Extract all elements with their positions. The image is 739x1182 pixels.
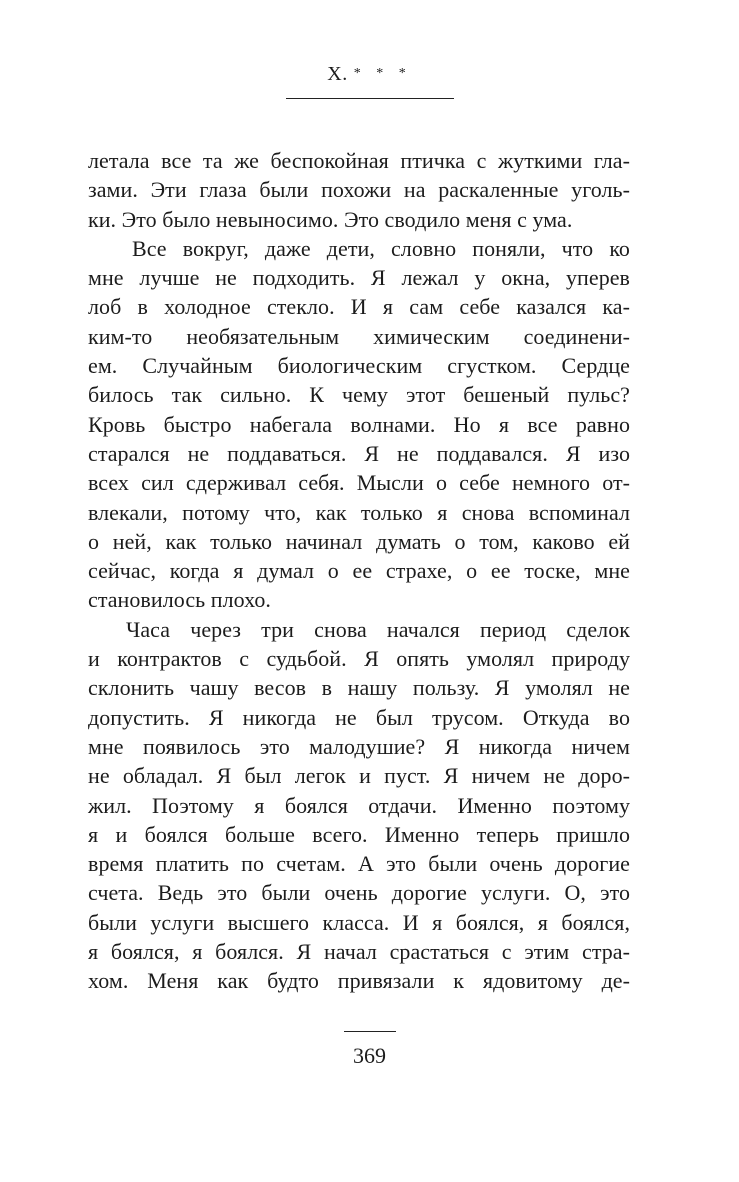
text-line: мне лучше не подходить. Я лежал у окна, уперев <box>88 265 630 291</box>
text-line: всех сил сдерживал себя. Мысли о себе немного от- <box>88 470 630 496</box>
chapter-number: X. <box>327 63 348 85</box>
text-line: не обладал. Я был легок и пуст. Я ничем не доро- <box>88 763 630 789</box>
text-line: Кровь быстро набегала волнами. Но я все равно <box>88 411 630 437</box>
text-line: были услуги высшего класса. И я боялся, я боялся, <box>88 909 630 935</box>
text-line: становилось плохо. <box>88 587 271 613</box>
paragraph-start-line: Часа через три снова начался период сделок <box>126 616 630 642</box>
text-line: влекали, потому что, как только я снова вспоминал <box>88 499 630 525</box>
text-line: и контрактов с судьбой. Я опять умолял природу <box>88 646 630 672</box>
text-line: ем. Случайным биологическим сгустком. Сердце <box>88 353 630 379</box>
footer-rule <box>344 1031 396 1032</box>
running-header <box>0 60 739 99</box>
running-head <box>0 60 739 88</box>
text-line: допустить. Я никогда не был трусом. Откуда во <box>88 704 630 730</box>
text-line: лоб в холодное стекло. И я сам себе казался ка- <box>88 294 630 320</box>
text-line: ким-то необязательным химическим соединени- <box>88 323 630 349</box>
page-number: 369 <box>353 1043 386 1068</box>
page-footer <box>0 1031 739 1070</box>
section-ornament: * * * <box>353 66 412 81</box>
text-line: я и боялся больше всего. Именно теперь пришло <box>88 821 630 847</box>
header-rule <box>286 98 454 99</box>
text-line: зами. Эти глаза были похожи на раскаленные уголь- <box>88 177 630 203</box>
text-line: старался не поддаваться. Я не поддавался. Я изо <box>88 440 630 466</box>
text-line: летала все та же беспокойная птичка с жуткими гла- <box>88 148 630 173</box>
text-line: сейчас, когда я думал о ее страхе, о ее тоске, мне <box>88 558 630 584</box>
text-line: ки. Это было невыносимо. Это сводило меня с ума. <box>88 206 573 232</box>
paragraph-start-line: Все вокруг, даже дети, словно поняли, что ко <box>132 235 630 261</box>
text-line: билось так сильно. К чему этот бешеный пульс? <box>88 382 630 408</box>
text-line: о ней, как только начинал думать о том, каково ей <box>88 528 630 554</box>
text-line: жил. Поэтому я боялся отдачи. Именно поэтому <box>88 792 630 818</box>
text-line: мне появилось это малодушие? Я никогда ничем <box>88 733 630 759</box>
text-line: хом. Меня как будто привязали к ядовитому де- <box>88 968 630 994</box>
body-text <box>88 146 630 996</box>
text-line: счета. Ведь это были очень дорогие услуги. О, это <box>88 880 630 906</box>
text-line: склонить чашу весов в нашу пользу. Я умолял не <box>88 675 630 701</box>
text-line: я боялся, я боялся. Я начал срастаться с этим стра- <box>88 939 630 965</box>
text-line: время платить по счетам. А это были очень дорогие <box>88 851 630 877</box>
